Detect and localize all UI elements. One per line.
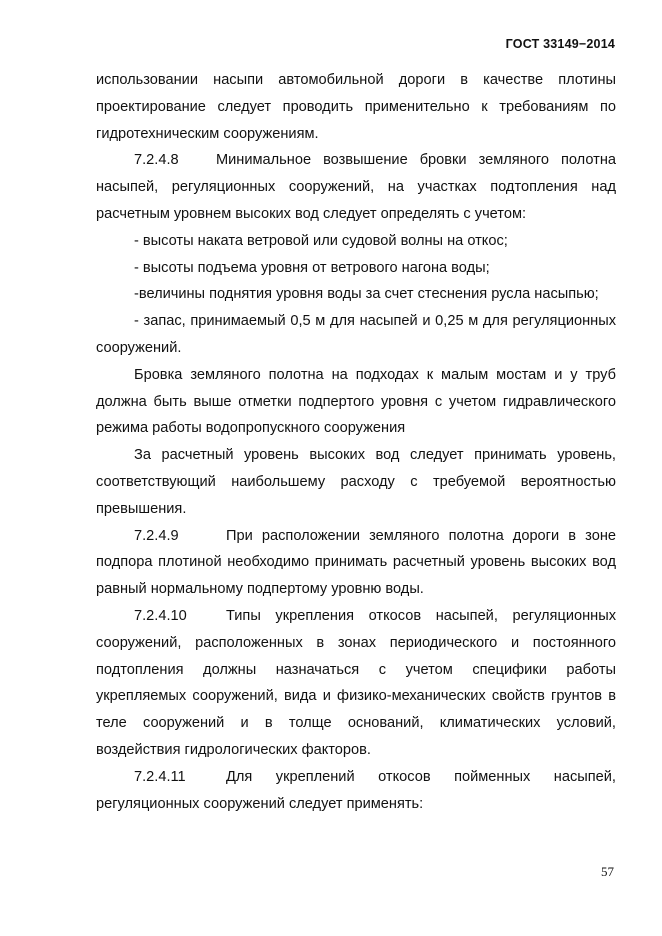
clause-number: 7.2.4.11 (134, 768, 186, 785)
list-item: - высоты наката ветровой или судовой волны на откос; (134, 232, 508, 249)
list-item: - запас, принимаемый 0,5 м для насыпей и 0,25 м для регуляционных сооружений. (96, 313, 616, 356)
clause-7-2-4-10 (96, 603, 616, 764)
page-number: 57 (601, 864, 614, 879)
clause-7-2-4-9 (96, 523, 616, 603)
paragraph-continuation: использовании насыпи автомобильной дороги в качестве плотины проектирование следует проводить применительно к требованиям по гидротехническим сооружениям. (96, 72, 616, 142)
list-item: -величины поднятия уровня воды за счет стеснения русла насыпью; (134, 286, 599, 303)
standard-designation: ГОСТ 33149−2014 (505, 37, 615, 51)
clause-text: Минимальное возвышение бровки земляного полотна насыпей, регуляционных сооружений, на участках подтопления над расчетным уровнем высоких вод следует определять с учетом: (96, 152, 616, 222)
clause-number: 7.2.4.9 (134, 527, 179, 544)
clause-number: 7.2.4.10 (134, 607, 187, 624)
paragraph: Бровка земляного полотна на подходах к малым мостам и у труб должна быть выше отметки подпертого уровня с учетом гидравлического режима работы водопропускного сооружения (96, 366, 616, 437)
clause-number: 7.2.4.8 (134, 152, 179, 169)
list-item: - высоты подъема уровня от ветрового нагона воды; (134, 259, 490, 276)
clause-7-2-4-11 (96, 764, 616, 818)
clause-7-2-4-8 (96, 147, 616, 227)
clause-text: Типы укрепления откосов насыпей, регуляционных сооружений, расположенных в зонах периодического и постоянного подтопления должны назначаться с учетом специфики работы укрепляемых сооружений, вида и физико-механических свойств грунтов в теле сооружений и в толще оснований, климатических условий, воздействия гидрологических факторов. (96, 607, 616, 758)
clause-text: При расположении земляного полотна дороги в зоне подпора плотиной необходимо принимать расчетный уровень высоких вод равный нормальному подпертому уровню воды. (96, 527, 616, 598)
body-text (96, 67, 616, 817)
clause-text: Для укреплений откосов пойменных насыпей, регуляционных сооружений следует применять: (96, 768, 616, 812)
paragraph: За расчетный уровень высоких вод следует принимать уровень, соответствующий наибольшему расходу с требуемой вероятностью превышения. (96, 447, 616, 517)
